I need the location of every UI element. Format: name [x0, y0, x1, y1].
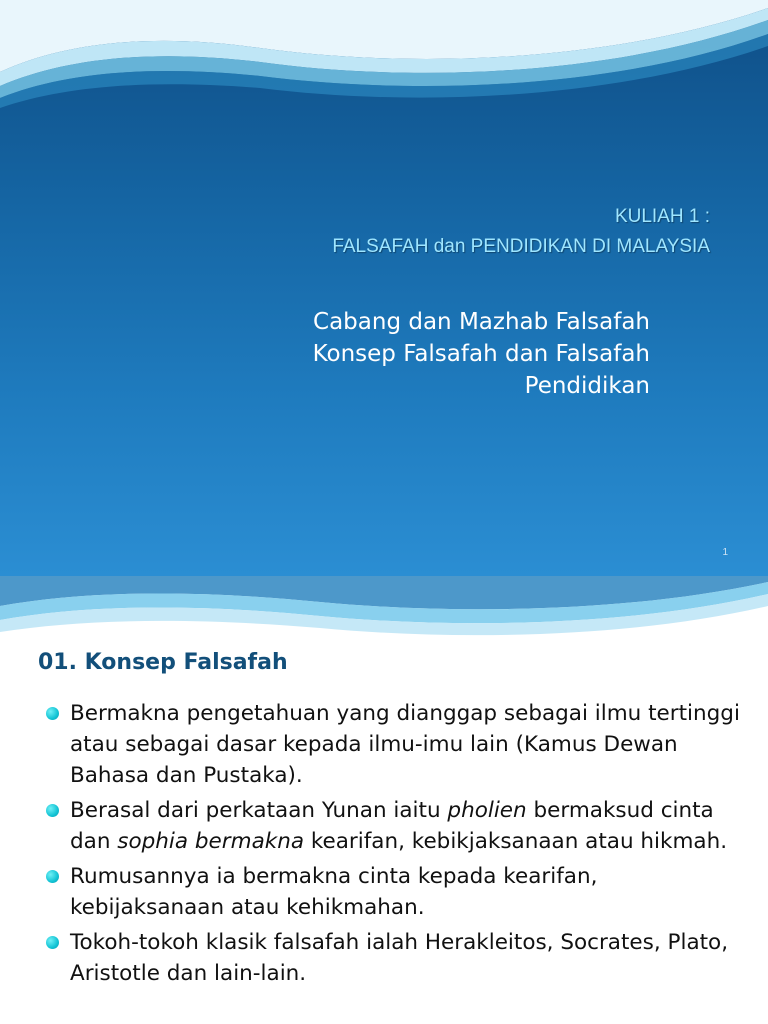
bullet-text-part: Berasal dari perkataan Yunan iaitu	[70, 798, 448, 823]
wave-decoration	[0, 576, 768, 646]
bullet-text-part: kearifan, kebikjaksanaan atau hikmah.	[304, 829, 728, 854]
wave-decoration	[0, 0, 768, 110]
list-item	[46, 698, 746, 791]
italic-term: pholien	[447, 798, 527, 823]
subtitle-line-2: Konsep Falsafah dan Falsafah	[312, 341, 650, 367]
slide-title	[332, 202, 710, 262]
bullet-text: Rumusannya ia bermakna cinta kepada kearifan, kebijaksanaan atau kehikmahan.	[70, 864, 598, 920]
title-line-1: KULIAH 1 :	[614, 206, 710, 227]
page-number: 1	[722, 547, 728, 558]
bullet-text: Bermakna pengetahuan yang dianggap sebagai ilmu tertinggi atau sebagai dasar kepada ilmu-imu lain (Kamus Dewan Bahasa dan Pustaka).	[70, 701, 740, 788]
slide-subtitle	[313, 306, 650, 402]
content-slide	[0, 576, 768, 1024]
title-line-2: FALSAFAH dan PENDIDIKAN DI MALAYSIA	[332, 236, 710, 257]
subtitle-line-1: Cabang dan Mazhab Falsafah	[313, 309, 650, 335]
list-item	[46, 927, 746, 989]
bullet-list	[46, 698, 746, 993]
bullet-text-part: bermaksud cinta dan	[70, 798, 714, 854]
bullet-text	[70, 798, 727, 854]
slide-heading: 01. Konsep Falsafah	[38, 650, 288, 675]
bullet-icon	[46, 936, 59, 949]
bullet-icon	[46, 707, 59, 720]
bullet-icon	[46, 804, 59, 817]
subtitle-line-3: Pendidikan	[524, 373, 650, 399]
list-item	[46, 861, 746, 923]
bullet-text: Tokoh-tokoh klasik falsafah ialah Herakleitos, Socrates, Plato, Aristotle dan lain-lain.	[70, 930, 729, 986]
bullet-icon	[46, 870, 59, 883]
list-item	[46, 795, 746, 857]
italic-term: sophia bermakna	[117, 829, 304, 854]
